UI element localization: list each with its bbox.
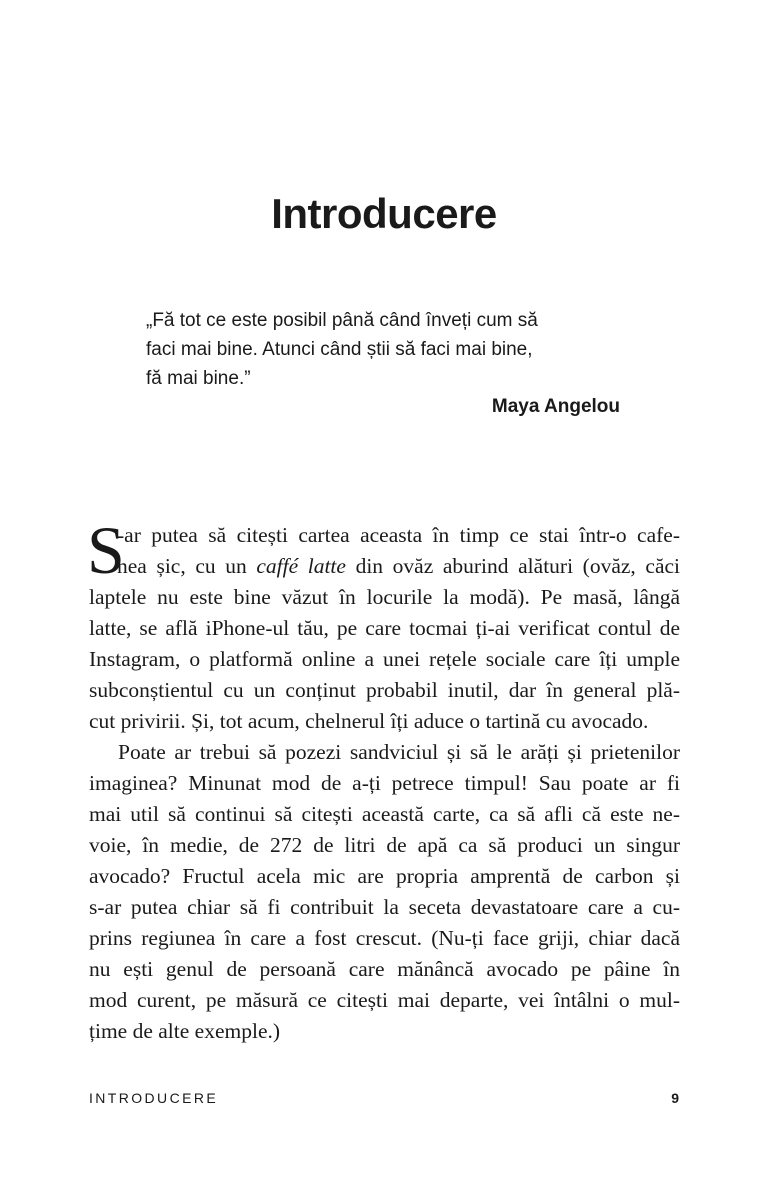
paragraph-line: voie, în medie, de 272 de litri de apă ca să produci un singur (89, 833, 680, 857)
paragraph-line: Poate ar trebui să pozezi sandviciul și să le arăți și prietenilor (118, 740, 680, 764)
paragraph-line: prins regiunea în care a fost crescut. (Nu-ți face griji, chiar dacă (89, 926, 680, 950)
epigraph-line: faci mai bine. Atunci când știi să faci mai bine, (146, 339, 533, 360)
epigraph-line: „Fă tot ce este posibil până când înveți cum să (146, 310, 538, 331)
paragraph-line: mai util să continui să citești această carte, ca să afli că este ne- (89, 802, 680, 826)
epigraph-quote (146, 306, 626, 393)
text-run: din ovăz aburind alături (ovăz, căci (345, 554, 680, 578)
paragraph-line: imaginea? Minunat mod de a-ți petrece timpul! Sau poate ar fi (89, 771, 680, 795)
epigraph-author: Maya Angelou (491, 396, 620, 417)
page-number: 9 (671, 1090, 679, 1106)
paragraph-line: cut privirii. Și, tot acum, chelnerul îți aduce o tartină cu avocado. (89, 709, 649, 733)
page-title: Introducere (271, 190, 497, 237)
italic-term: caffé latte (256, 554, 346, 578)
epigraph-line: fă mai bine.” (146, 368, 251, 389)
text-run: nea șic, cu un (117, 554, 257, 578)
paragraph-line: nu ești genul de persoană care mănâncă avocado pe pâine în (89, 957, 680, 981)
paragraph-line: țime de alte exemple.) (89, 1019, 281, 1043)
paragraph-line: avocado? Fructul acela mic are propria amprentă de carbon și (89, 864, 680, 888)
paragraph-line: latte, se află iPhone-ul tău, pe care tocmai ți-ai verificat contul de (89, 616, 680, 640)
paragraph-line: mod curent, pe măsură ce citești mai departe, vei întâlni o mul- (89, 988, 680, 1012)
paragraph-line: Instagram, o platformă online a unei rețele sociale care îți umple (89, 647, 680, 671)
paragraph-line (89, 551, 680, 582)
paragraph-line: -ar putea să citești cartea aceasta în timp ce stai într-o cafe- (117, 523, 680, 547)
drop-cap: S (87, 512, 125, 588)
paragraph-line: s-ar putea chiar să fi contribuit la seceta devastatoare care a cu- (89, 895, 680, 919)
paragraph-line: laptele nu este bine văzut în locurile la modă). Pe masă, lângă (89, 585, 680, 609)
running-head: INTRODUCERE (89, 1090, 219, 1106)
paragraph-line: subconștientul cu un conținut probabil inutil, dar în general plă- (89, 678, 680, 702)
body-text (87, 512, 680, 1047)
